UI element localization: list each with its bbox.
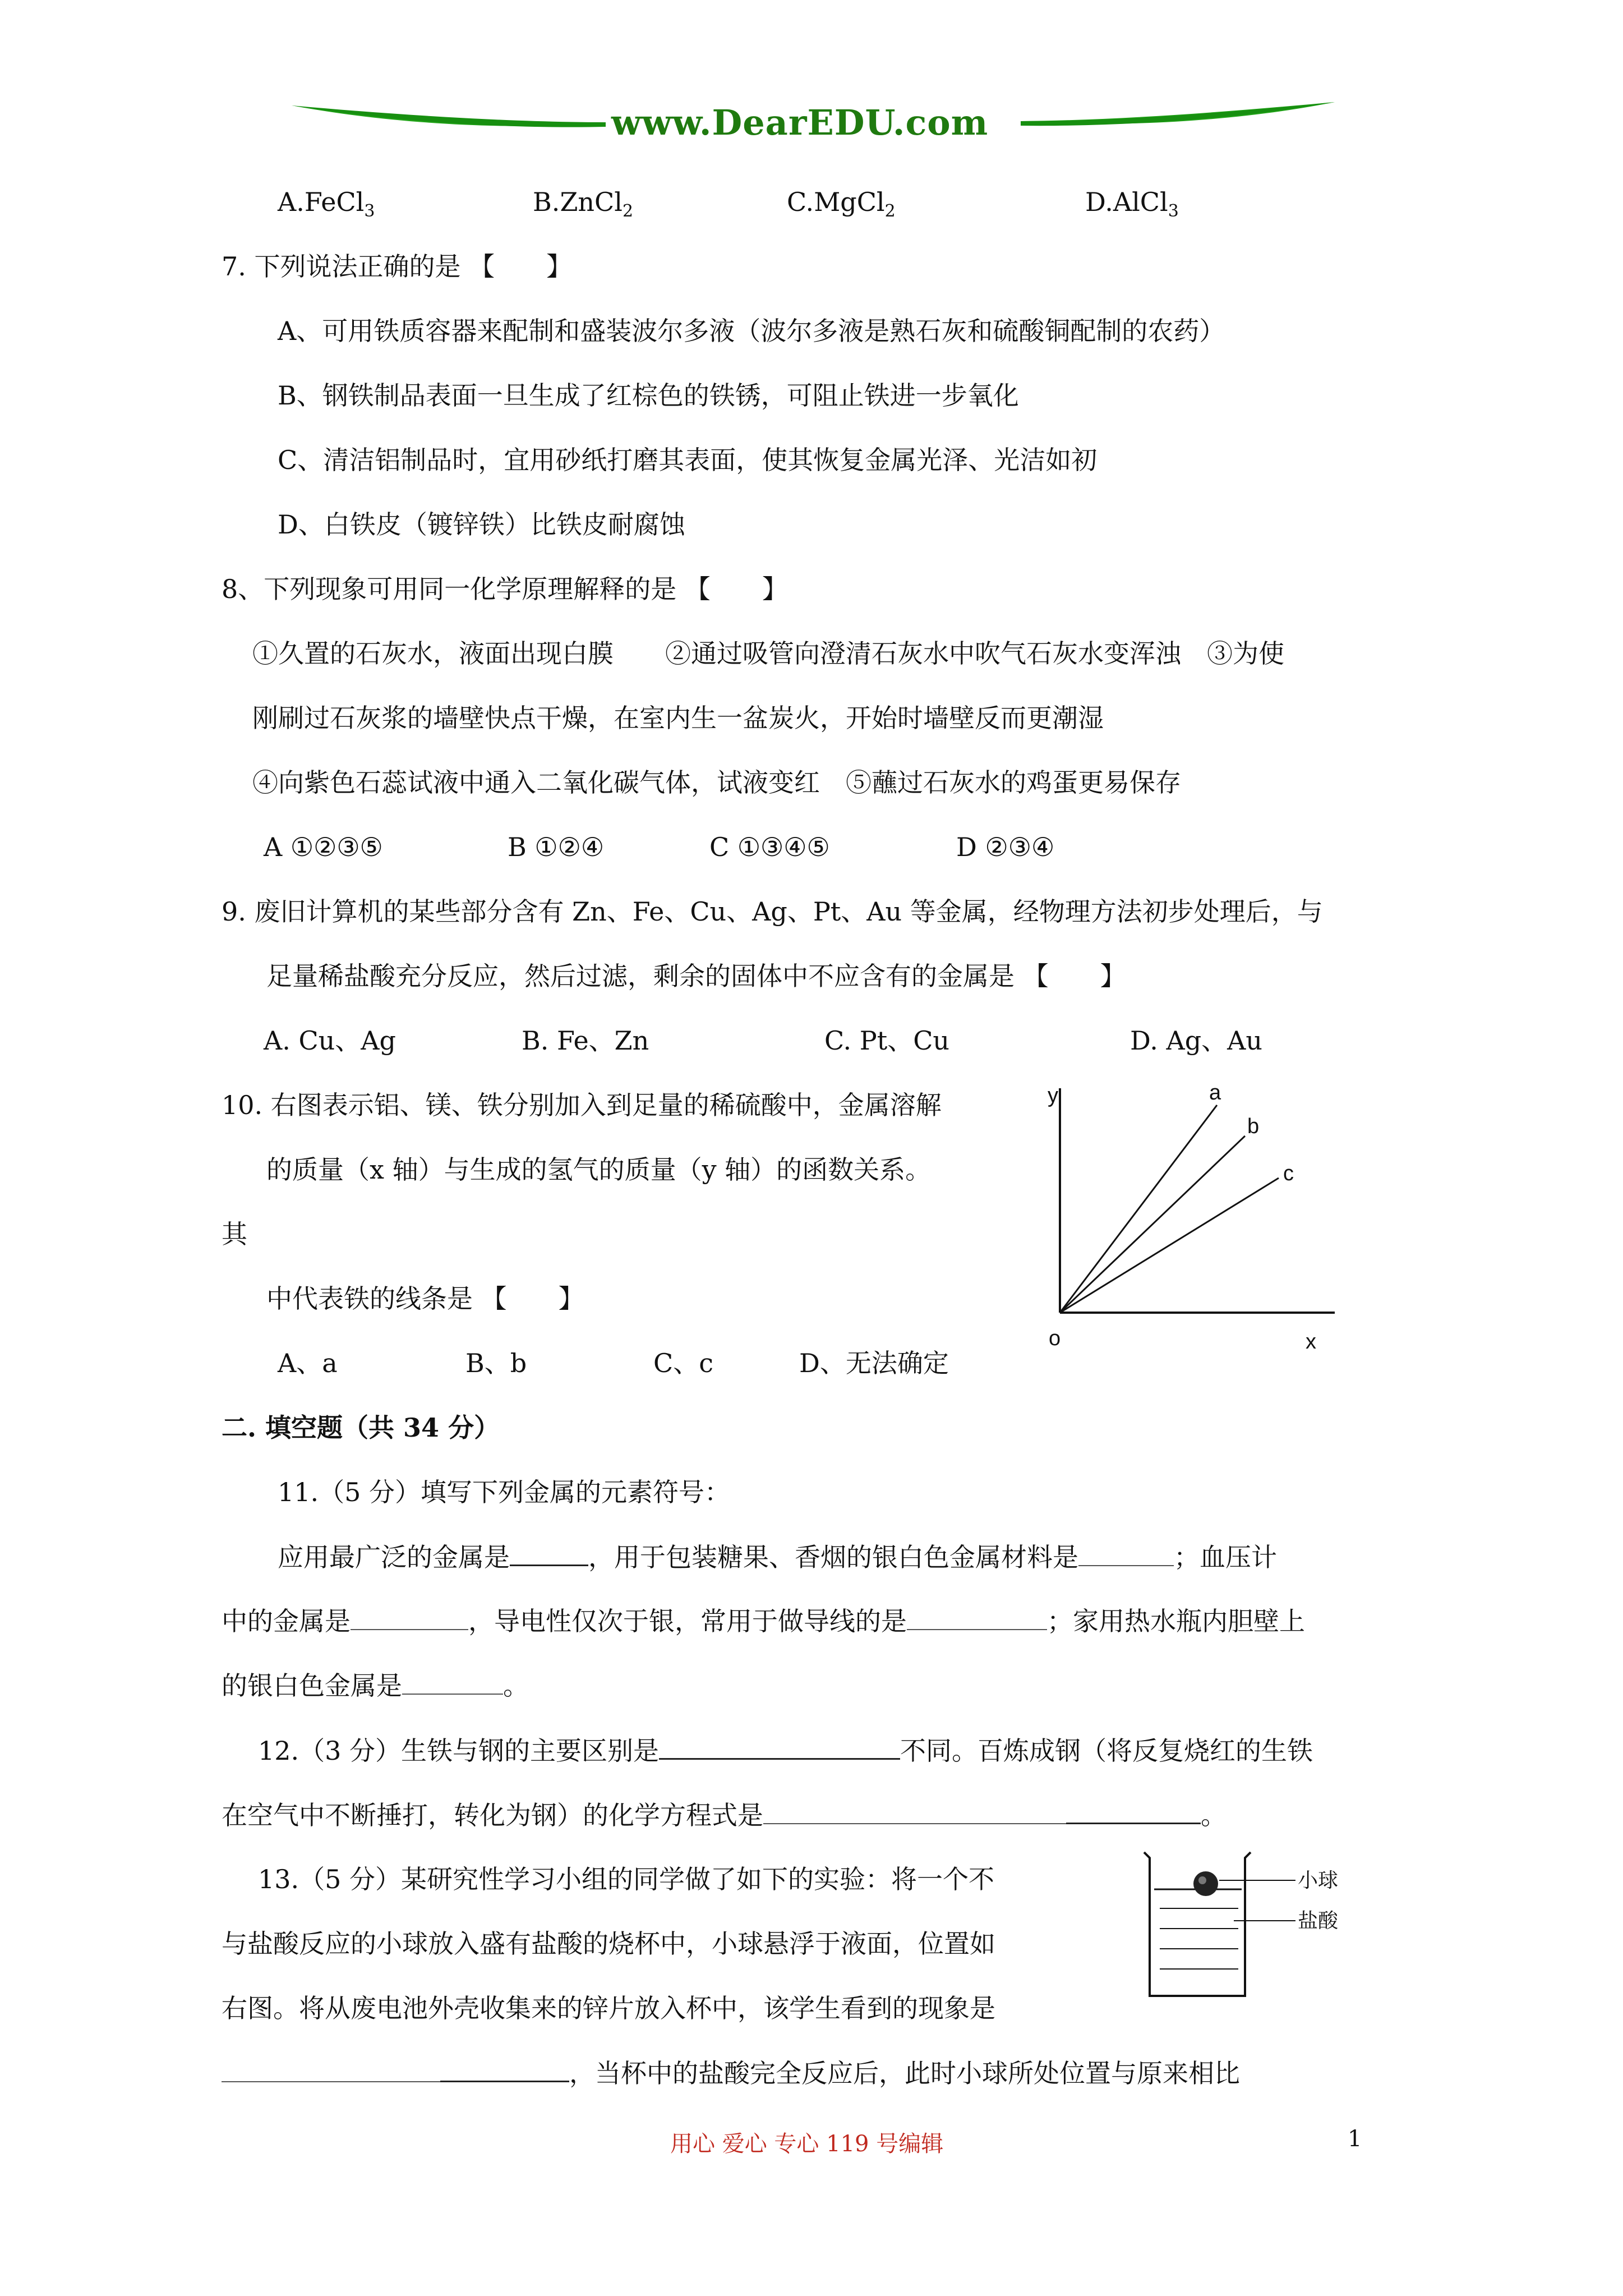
q10-line-2: 的质量（x 轴）与生成的氢气的质量（y 轴）的函数关系。 <box>266 1154 932 1185</box>
footer-editor-text: 用心 爱心 专心 119 号编辑 <box>670 2131 944 2157</box>
q12-line-1: 12.（3 分）生铁与钢的主要区别是 不同。百炼成钢（将反复烧红的生铁 <box>258 1733 1313 1768</box>
q10-graph <box>1032 1077 1346 1369</box>
beaker-outline <box>1144 1852 1251 1996</box>
q8-line-3: ④向紫色石蕊试液中通入二氧化碳气体，试液变红 ⑤蘸过石灰水的鸡蛋更易保存 <box>252 767 1181 798</box>
q9-option-c: C. Pt、Cu <box>824 1025 950 1056</box>
q9-options-row <box>264 1024 1273 1057</box>
q8-options-row <box>264 830 1105 864</box>
q7-option-c: C、清洁铝制品时，宜用砂纸打磨其表面，使其恢复金属光泽、光洁如初 <box>278 445 1098 475</box>
q11-blank-1[interactable] <box>510 1540 588 1566</box>
q8-option-b: B ①②④ <box>508 832 605 862</box>
q7-option-d: D、白铁皮（镀锌铁）比铁皮耐腐蚀 <box>278 509 685 540</box>
q6-option-b: B.ZnCl$_2$ <box>533 187 634 222</box>
q10-line-4: 中代表铁的线条是 【 】 <box>266 1283 584 1314</box>
ball <box>1193 1871 1218 1896</box>
q13-blank-1-tail <box>440 2056 569 2082</box>
q9-option-b: B. Fe、Zn <box>522 1025 649 1056</box>
q10-option-d: D、无法确定 <box>799 1348 949 1378</box>
q6-option-a: A.FeCl$_3$ <box>278 187 375 222</box>
q9-line-1: 9. 废旧计算机的某些部分含有 Zn、Fe、Cu、Ag、Pt、Au 等金属，经物理方法初步处理后，与 <box>222 896 1323 927</box>
graph-y-label: y <box>1048 1084 1058 1107</box>
q6-option-c: C.MgCl$_2$ <box>787 187 896 222</box>
q7-stem: 7. 下列说法正确的是 【 】 <box>222 251 573 282</box>
q13-line-2: 与盐酸反应的小球放入盛有盐酸的烧杯中，小球悬浮于液面，位置如 <box>222 1929 995 1959</box>
q11-blank-5[interactable] <box>402 1669 503 1695</box>
q12-blank-1[interactable] <box>659 1733 900 1760</box>
q13-line-4: ，当杯中的盐酸完全反应后，此时小球所处位置与原来相比 <box>222 2056 1240 2090</box>
q9-option-a: A. Cu、Ag <box>264 1025 396 1056</box>
q13-blank-1[interactable] <box>222 2056 440 2082</box>
q13-line-1: 13.（5 分）某研究性学习小组的同学做了如下的实验：将一个不 <box>258 1864 995 1894</box>
q10-option-b: B、b <box>465 1348 527 1378</box>
q12-line-2: 在空气中不断捶打，转化为钢）的化学方程式是 。 <box>222 1798 1227 1832</box>
q10-option-a: A、a <box>278 1348 338 1378</box>
q11-line-3: 的银白色金属是 。 <box>222 1669 529 1703</box>
q10-line-1: 10. 右图表示铝、镁、铁分别加入到足量的稀硫酸中，金属溶解 <box>222 1090 942 1120</box>
graph-line-b <box>1060 1136 1245 1313</box>
q8-stem: 8、下列现象可用同一化学原理解释的是 【 】 <box>222 574 788 604</box>
q11-intro: 11.（5 分）填写下列金属的元素符号： <box>278 1477 731 1507</box>
graph-line-b-label: b <box>1247 1115 1260 1138</box>
q9-line-2: 足量稀盐酸充分反应，然后过滤，剩余的固体中不应含有的金属是 【 】 <box>266 961 1126 991</box>
q8-option-a: A ①②③⑤ <box>264 832 383 862</box>
q10-option-c: C、c <box>653 1348 713 1378</box>
q11-line-1: 应用最广泛的金属是 ，用于包装糖果、香烟的银白色金属材料是 ；血压计 <box>278 1540 1277 1574</box>
graph-origin-label: o <box>1049 1327 1061 1350</box>
q8-line-2: 刚刷过石灰浆的墙壁快点干燥，在室内生一盆炭火，开始时墙壁反而更潮湿 <box>252 703 1104 733</box>
q12-blank-2-tail <box>1066 1798 1201 1824</box>
q6-option-d: D.AlCl$_3$ <box>1085 187 1179 222</box>
graph-line-c <box>1060 1178 1279 1313</box>
q8-line-1: ①久置的石灰水，液面出现白膜 ②通过吸管向澄清石灰水中吹气石灰水变浑浊 ③为使 <box>252 638 1284 669</box>
page-number: 1 <box>1348 2126 1362 2152</box>
q10-line-3: 其 <box>222 1219 247 1249</box>
q8-option-d: D ②③④ <box>956 832 1055 862</box>
q12-blank-2[interactable] <box>763 1798 1066 1824</box>
q9-option-d: D. Ag、Au <box>1130 1025 1262 1056</box>
q10-options-row <box>278 1346 1007 1380</box>
q11-line-2: 中的金属是 ，导电性仅次于银，常用于做导线的是 ；家用热水瓶内胆壁上 <box>222 1604 1305 1638</box>
q11-blank-3[interactable] <box>351 1604 468 1630</box>
beaker-ball-label: 小球 <box>1298 1869 1339 1892</box>
graph-line-a-label: a <box>1209 1081 1221 1105</box>
q13-beaker-diagram <box>1127 1846 1363 2014</box>
beaker-acid-label: 盐酸 <box>1298 1910 1339 1932</box>
graph-line-c-label: c <box>1283 1162 1294 1185</box>
site-url-logo: www.DearEDU.com <box>611 102 989 143</box>
graph-x-label: x <box>1306 1330 1316 1354</box>
q11-blank-4[interactable] <box>907 1604 1047 1630</box>
section-2-title: 二. 填空题（共 34 分） <box>222 1412 500 1443</box>
q7-option-b: B、钢铁制品表面一旦生成了红棕色的铁锈，可阻止铁进一步氧化 <box>278 380 1019 411</box>
q7-option-a: A、可用铁质容器来配制和盛装波尔多液（波尔多液是熟石灰和硫酸铜配制的农药） <box>278 316 1225 346</box>
graph-line-a <box>1060 1105 1217 1313</box>
q11-blank-2[interactable] <box>1078 1540 1174 1566</box>
q8-option-c: C ①③④⑤ <box>709 832 830 862</box>
q13-line-3: 右图。将从废电池外壳收集来的锌片放入杯中，该学生看到的现象是 <box>222 1993 995 2023</box>
